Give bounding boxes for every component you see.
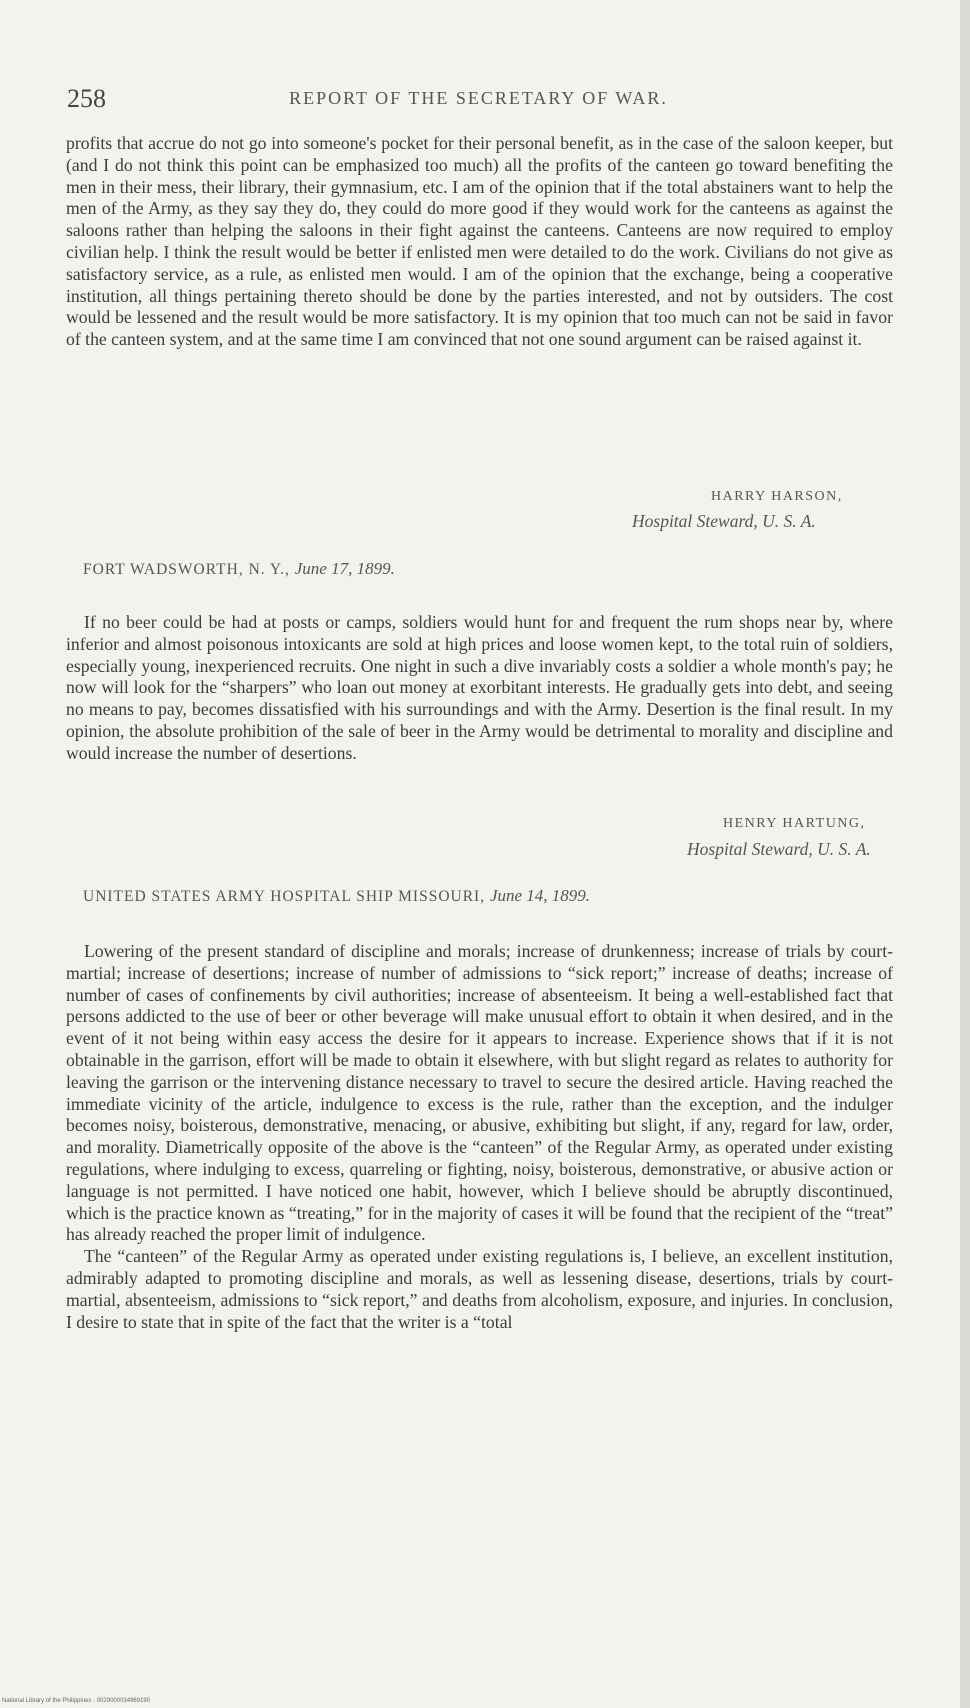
- scan-source-note: National Library of the Philippines · 0029000034969190: [2, 1698, 151, 1704]
- letter-3-body: [66, 941, 893, 1333]
- letter-1-paragraph: profits that accrue do not go into someone's pocket for their personal benefit, as in the case of the saloon keeper, but (and I do not think this point can be emphasized too much) all the profits of the canteen go toward benefiting the men in their mess, their library, their gymnasium, etc. I am of the opinion that if the total abstainers want to help the men of the Army, as they say they do, they could do more good if they would work for the canteens as against the saloons rather than helping the saloons in their fight against the canteens. Canteens are now required to employ civilian help. I think the result would be better if enlisted men were detailed to do the work. Civilians do not give as satisfactory service, as a rule, as enlisted men would. I am of the opinion that the exchange, being a cooperative institution, all things pertaining thereto should be done by the parties interested, and not by outsiders. The cost would be lessened and the result would be more satisfactory. It is my opinion that too much can not be said in favor of the canteen system, and at the same time I am convinced that not one sound argument can be raised against it.: [66, 133, 893, 350]
- running-title: REPORT OF THE SECRETARY OF WAR.: [289, 88, 668, 108]
- letter-3-paragraph-2: The “canteen” of the Regular Army as operated under existing regulations is, I believe, an excellent institution, admirably adapted to promoting discipline and morals, as well as lessening disease, desertions, trials by court-martial, absenteeism, admissions to “sick report,” and deaths from alcoholism, exposure, and injuries. In conclusion, I desire to state that in spite of the fact that the writer is a “total: [66, 1246, 893, 1332]
- letter-3-paragraph-1: Lowering of the present standard of discipline and morals; increase of drunkenness; increase of trials by court-martial; increase of desertions; increase of number of admissions to “sick report;” increase of deaths; increase of number of cases of confinements by civil authorities; increase of absenteeism. It being a well-established fact that persons addicted to the use of beer or other beverage will make unusual effort to obtain it when desired, and in the event of it not being within easy access the desire for it appears to increase. Experience shows that if it is not obtainable in the garrison, effort will be made to obtain it elsewhere, with but slight regard as relates to authority for leaving the garrison or the intervening distance necessary to travel to secure the desired article. Having reached the immediate vicinity of the article, indulgence to excess is the rule, rather than the exception, and the indulger becomes noisy, boisterous, demonstrative, menacing, or abusive, exhibiting but slight, if any, regard for law, order, and morality. Diametrically opposite of the above is the “canteen” of the Regular Army, as operated under existing regulations, where indulging to excess, quarreling or fighting, noisy, boisterous, demonstrative, or abusive action or language is not permitted. I have noticed one habit, however, which I believe should be abruptly discontinued, which is the practice known as “treating,” for in the majority of cases it will be found that the recipient of the “treat” has already reached the proper limit of indulgence.: [66, 941, 893, 1245]
- page-header: [67, 84, 890, 114]
- letter-2-dateline: [83, 559, 395, 579]
- page-number: 258: [67, 84, 106, 113]
- letter-3-dateline: [83, 886, 590, 906]
- letter-3-dateline-date: June 14, 1899.: [489, 886, 591, 905]
- letter-1-signature-title: Hospital Steward, U. S. A.: [632, 511, 816, 531]
- letter-3-dateline-place: UNITED STATES ARMY HOSPITAL SHIP MISSOURI,: [83, 888, 486, 905]
- letter-2-signature-title: Hospital Steward, U. S. A.: [687, 839, 871, 859]
- letter-1-body: [66, 133, 893, 351]
- letter-2-dateline-place: FORT WADSWORTH, N. Y.,: [83, 561, 290, 578]
- page-edge: [960, 0, 970, 1708]
- letter-2-signature-name: HENRY HARTUNG,: [723, 816, 866, 831]
- letter-2-body: [66, 612, 893, 765]
- letter-1-signature-name: HARRY HARSON,: [711, 489, 843, 504]
- letter-2-dateline-date: June 17, 1899.: [294, 559, 395, 578]
- letter-2-paragraph: If no beer could be had at posts or camps, soldiers would hunt for and frequent the rum shops near by, where inferior and almost poisonous intoxicants are sold at high prices and loose women kept, to the total ruin of soldiers, especially young, inexperienced recruits. One night in such a dive invariably costs a soldier a whole month's pay; he now will look for the “sharpers” who loan out money at exorbitant interests. He gradually gets into debt, and seeing no means to pay, becomes dissatisfied with his surroundings and with the Army. Desertion is the final result. In my opinion, the absolute prohibition of the sale of beer in the Army would be detrimental to morality and discipline and would increase the number of desertions.: [66, 612, 893, 763]
